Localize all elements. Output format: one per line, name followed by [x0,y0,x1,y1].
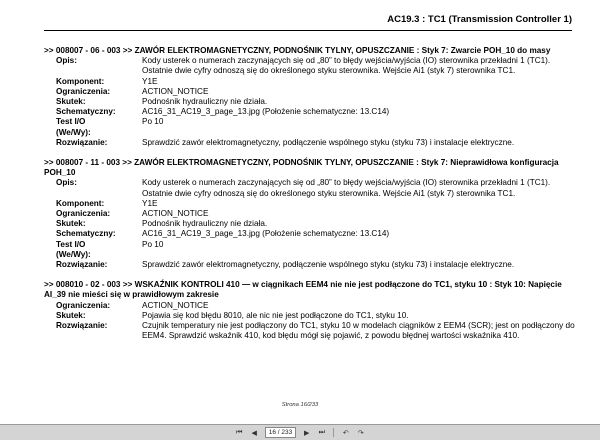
field-value: Czujnik temperatury nie jest podłączony do TC1, styku 10 w modelach ciągników z EEM4 (SCR); jest on podłączony do EEM4. Sprawdzić wskaźnik 410, kod błędu mógł się pojawić, z powodu błędnej wartości wskaźnika 410. [142,321,575,341]
field-row [44,301,578,311]
toolbar-divider [333,428,334,437]
field-row [44,209,578,219]
forward-icon[interactable]: ↷ [357,429,364,437]
field-row [44,229,578,239]
field-value: Kody usterek o numerach zaczynających się od „80” to błędy wejścia/wyjścia (IO) sterownika przekładni 1 (TC1). Ostatnie dwie cyfry odnoszą się do określonego styku sterownika. Wejście Ai1 (styk 7) sterownika TC1. [142,56,551,76]
field-label: Schematyczny: [56,229,116,239]
field-row [44,56,578,76]
field-row [44,97,578,107]
page-footer-number: Strona 16/233 [281,402,319,408]
field-row [44,260,578,270]
field-value: Podnośnik hydrauliczny nie działa. [142,219,268,229]
next-page-icon[interactable]: ▶ [304,429,310,437]
field-label: Ograniczenia: [56,86,111,96]
field-value: Sprawdzić zawór elektromagnetyczny, podłączenie wspólnego styku (styku 73) i instalacje elektryczne. [142,137,515,147]
field-label: Skutek: [56,219,86,229]
field-value: Sprawdzić zawór elektromagnetyczny, podłączenie wspólnego styku (styku 73) i instalacje elektryczne. [142,260,515,270]
field-value: Pojawia się kod błędu 8010, ale nic nie jest podłączone do TC1, styku 10. [142,310,409,320]
page-current[interactable]: 16 [268,429,276,436]
field-label: Komponent: [56,198,105,208]
field-value: Y1E [142,198,158,208]
field-row [44,321,578,341]
fault-section [44,46,578,148]
field-value: Po 10 [142,239,164,249]
field-value: ACTION_NOTICE [142,300,209,310]
page-number-field[interactable] [265,427,297,438]
first-page-icon[interactable]: ⏮ [236,428,243,436]
field-value: Y1E [142,76,158,86]
field-row [44,240,578,260]
field-label: Schematyczny: [56,107,116,117]
field-label: Komponent: [56,76,105,86]
field-row [44,178,578,198]
field-label: Test I/O (We/Wy): [56,117,91,137]
field-value: AC16_31_AC19_3_page_13.jpg (Położenie schematyczne: 13.C14) [142,107,390,117]
prev-page-icon[interactable]: ◀ [251,429,257,437]
fault-title: >> 008007 - 06 - 003 >> ZAWÓR ELEKTROMAGNETYCZNY, PODNOŚNIK TYLNY, OPUSZCZANIE : Styk 7: Zwarcie POH_10 do masy [44,46,551,55]
field-value: ACTION_NOTICE [142,209,209,219]
field-value: Po 10 [142,117,164,127]
fault-title: >> 008010 - 02 - 003 >> WSKAŹNIK KONTROLI 410 — w ciągnikach EEM4 nie nie jest podłączone do TC1, styku 10 : Styk 10: Napięcie AI_39 nie mieści się w prawidłowym zakresie [44,280,562,300]
fault-section [44,280,578,341]
fault-title: >> 008007 - 11 - 003 >> ZAWÓR ELEKTROMAGNETYCZNY, PODNOŚNIK TYLNY, OPUSZCZANIE : Styk 7: Nieprawidłowa konfiguracja POH_10 [44,158,559,178]
back-icon[interactable]: ↶ [342,429,349,437]
field-label: Skutek: [56,97,86,107]
field-row [44,117,578,137]
field-row [44,219,578,229]
field-value: Podnośnik hydrauliczny nie działa. [142,97,268,107]
field-row [44,77,578,87]
field-row [44,87,578,97]
pdf-viewer-toolbar [0,424,600,440]
last-page-icon[interactable]: ⏭ [318,428,325,436]
field-label: Ograniczenia: [56,209,111,219]
fault-section [44,158,578,270]
field-label: Rozwiązanie: [56,260,108,270]
page-total: / 233 [277,429,293,436]
field-row [44,311,578,321]
page-header-title: AC19.3 : TC1 (Transmission Controller 1) [387,14,572,25]
field-value: AC16_31_AC19_3_page_13.jpg (Położenie schematyczne: 13.C14) [142,229,390,239]
field-label: Test I/O (We/Wy): [56,239,91,259]
field-row [44,199,578,209]
header-divider [44,30,572,31]
field-label: Opis: [56,56,77,66]
document-content [44,46,578,351]
field-label: Rozwiązanie: [56,137,108,147]
field-row [44,138,578,148]
field-label: Skutek: [56,310,86,320]
field-label: Ograniczenia: [56,300,111,310]
field-value: Kody usterek o numerach zaczynających się od „80” to błędy wejścia/wyjścia (IO) sterownika przekładni 1 (TC1). Ostatnie dwie cyfry odnoszą się do określonego styku sterownika. Wejście Ai1 (styk 7) sterownika TC1. [142,178,551,198]
field-row [44,107,578,117]
field-label: Opis: [56,178,77,188]
field-label: Rozwiązanie: [56,321,108,331]
field-value: ACTION_NOTICE [142,86,209,96]
